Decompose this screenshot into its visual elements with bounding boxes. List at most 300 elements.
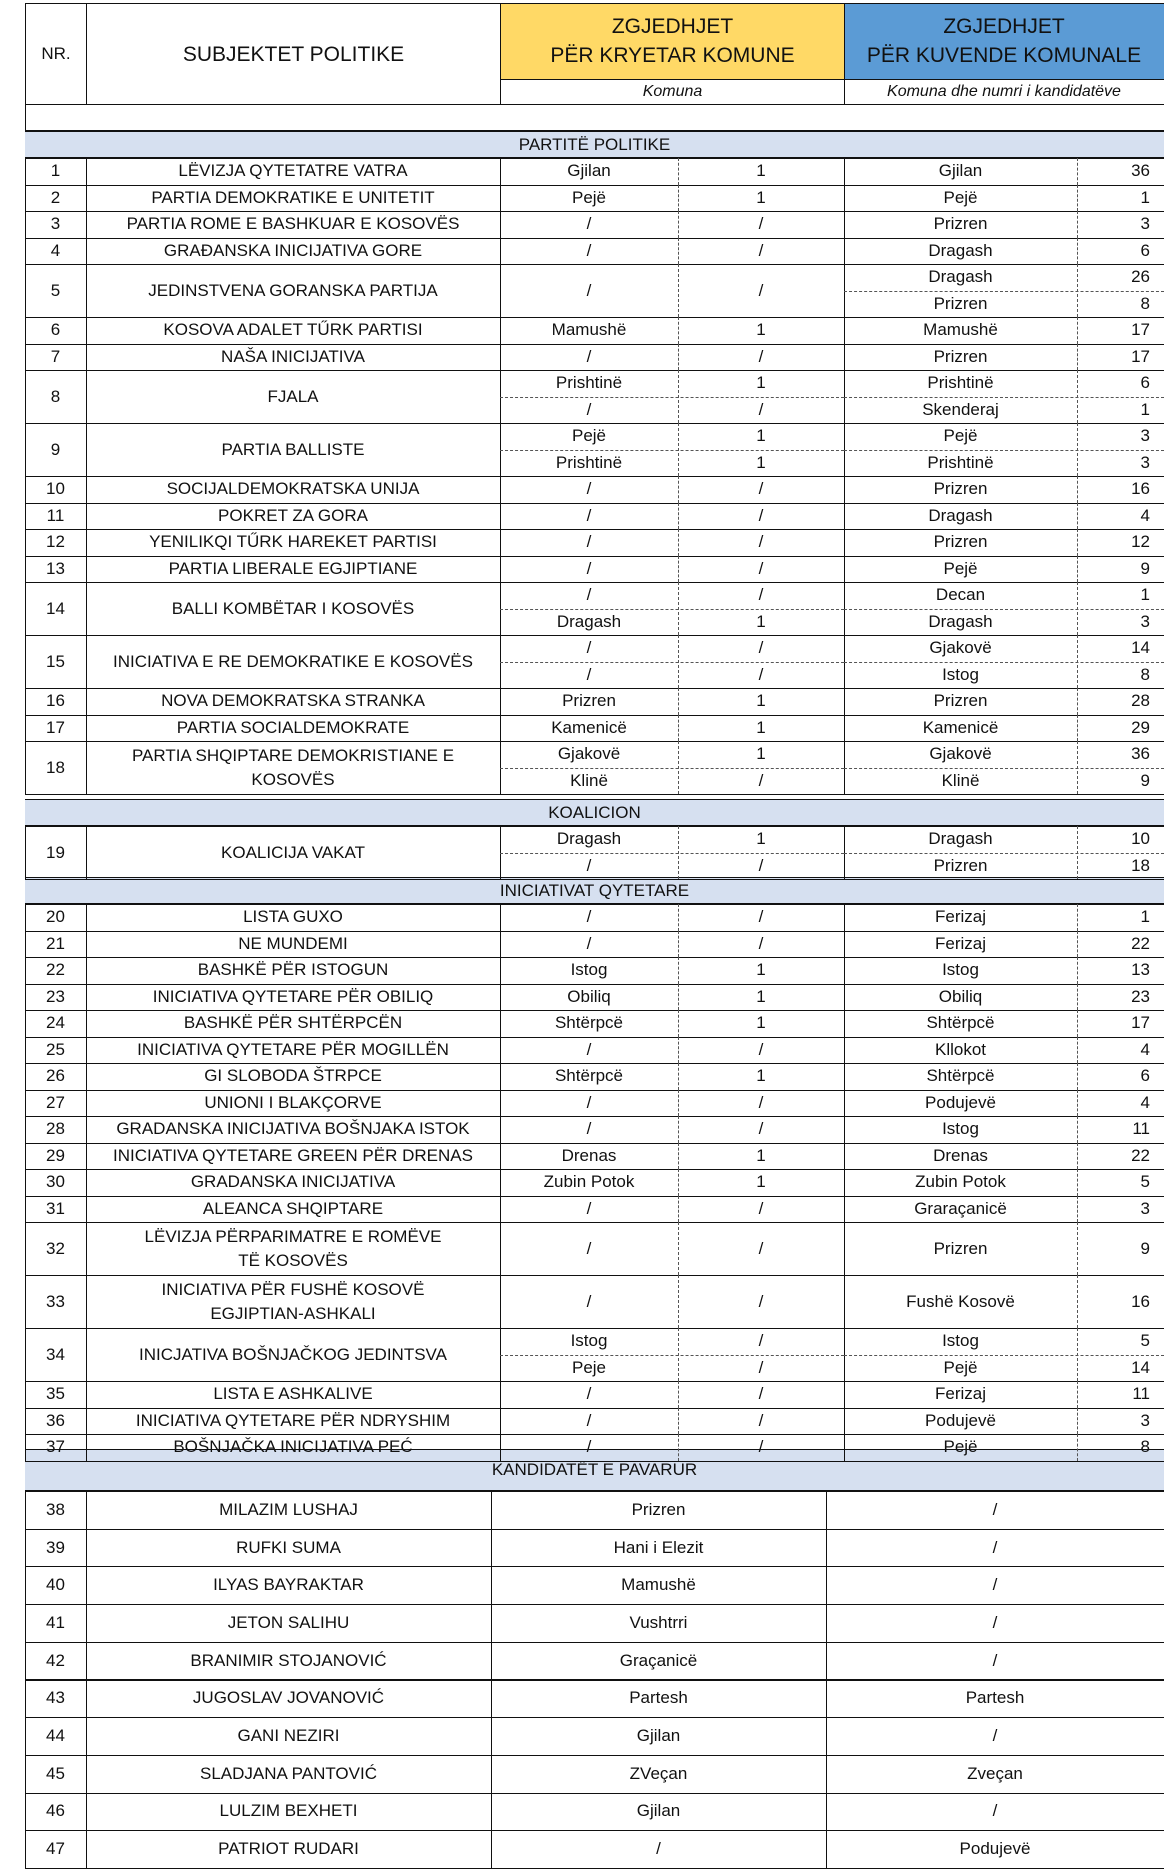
- mayor-count: /: [758, 532, 764, 552]
- subject-name: LËVIZJA QYTETATRE VATRA: [178, 161, 408, 181]
- mayor-municipality: /: [586, 1198, 592, 1218]
- assembly-count: 18: [1131, 855, 1150, 875]
- subject-name: SOCIJALDEMOKRATSKA UNIJA: [166, 479, 420, 499]
- subject-name-line1: PARTIA SHQIPTARE DEMOKRISTIANE E: [131, 745, 455, 765]
- sub-divider-mayor: [500, 662, 844, 663]
- header-assembly-line1: ZGJEDHJET: [943, 15, 1065, 38]
- row-number: 29: [46, 1145, 65, 1165]
- subject-name: KOSOVA ADALET TŰRK PARTISI: [163, 320, 423, 340]
- sub-divider-assembly: [844, 768, 1164, 769]
- mayor-count: /: [758, 638, 764, 658]
- assembly-count: 16: [1131, 479, 1150, 499]
- independent-assembly-municipality: Zveçan: [967, 1763, 1023, 1783]
- assembly-municipality: Podujevë: [925, 1410, 996, 1430]
- subject-name: BALLI KOMBËTAR I KOSOVËS: [171, 598, 415, 618]
- mayor-count: /: [758, 280, 764, 300]
- row-number: 23: [46, 986, 65, 1006]
- row-number: 35: [46, 1384, 65, 1404]
- independent-name: SLADJANA PANTOVIĆ: [200, 1763, 377, 1783]
- independent-name: JUGOSLAV JOVANOVIĆ: [192, 1688, 385, 1708]
- assembly-municipality: Dragash: [928, 267, 993, 287]
- mayor-municipality: /: [586, 1291, 592, 1311]
- mayor-municipality: Shtërpcë: [554, 1013, 624, 1033]
- independent-number: 46: [46, 1801, 65, 1821]
- row-number: 6: [50, 320, 61, 340]
- assembly-municipality: Istog: [942, 664, 979, 684]
- assembly-municipality: Dragash: [928, 611, 993, 631]
- independent-number: 45: [46, 1763, 65, 1783]
- row-number: 8: [50, 386, 61, 406]
- independent-mayor-municipality: Hani i Elezit: [613, 1537, 704, 1557]
- mayor-count: 1: [756, 1066, 766, 1086]
- mayor-count: /: [758, 1357, 764, 1377]
- subject-name: BOŠNJAČKA INICIJATIVA PEĆ: [173, 1437, 413, 1457]
- assembly-municipality: Mamushë: [923, 320, 998, 340]
- assembly-count: 10: [1131, 829, 1150, 849]
- subject-name: JEDINSTVENA GORANSKA PARTIJA: [148, 280, 438, 300]
- assembly-count: 26: [1131, 267, 1150, 287]
- mayor-count: 1: [756, 373, 766, 393]
- assembly-municipality: Istog: [942, 960, 979, 980]
- header-mayor-line1: ZGJEDHJET: [611, 15, 734, 38]
- assembly-count: 9: [1140, 1238, 1150, 1258]
- assembly-count: 22: [1131, 933, 1150, 953]
- mayor-count: 1: [756, 161, 766, 181]
- independent-mayor-municipality: Partesh: [629, 1688, 688, 1708]
- independent-mayor-municipality: Mamushë: [621, 1575, 696, 1595]
- subject-name: INICJATIVA BOŠNJAČKOG JEDINTSVA: [139, 1344, 447, 1364]
- mayor-municipality: Obiliq: [567, 986, 611, 1006]
- independent-mayor-municipality: /: [656, 1839, 661, 1859]
- mayor-count: 1: [756, 744, 766, 764]
- assembly-count: 6: [1140, 1066, 1150, 1086]
- independent-number: 42: [46, 1650, 65, 1670]
- assembly-count: 36: [1131, 161, 1150, 181]
- assembly-count: 4: [1140, 505, 1150, 525]
- mayor-municipality: Istog: [570, 960, 608, 980]
- assembly-municipality: Skenderaj: [922, 399, 999, 419]
- mayor-count: /: [758, 1198, 764, 1218]
- sub-divider-assembly: [844, 853, 1164, 854]
- assembly-municipality: Gjakovë: [929, 638, 992, 658]
- independent-number: 43: [46, 1688, 65, 1708]
- row-number: 33: [46, 1291, 65, 1311]
- mayor-count: 1: [756, 1145, 766, 1165]
- subject-name: INICIATIVA QYTETARE PËR OBILIQ: [152, 986, 434, 1006]
- row-number: 3: [50, 214, 61, 234]
- mayor-count: /: [758, 1238, 764, 1258]
- assembly-municipality: Gjakovë: [929, 744, 992, 764]
- independent-assembly-municipality: Podujevë: [959, 1839, 1031, 1859]
- mayor-municipality: Istog: [570, 1331, 608, 1351]
- row-number: 36: [46, 1410, 65, 1430]
- sub-divider-assembly: [844, 609, 1164, 610]
- independent-name: LULZIM BEXHETI: [219, 1801, 358, 1821]
- independent-name: MILAZIM LUSHAJ: [219, 1499, 358, 1519]
- assembly-municipality: Ferizaj: [934, 907, 986, 927]
- mayor-municipality: Gjakovë: [557, 744, 621, 764]
- subject-name: PARTIA SOCIALDEMOKRATE: [176, 717, 410, 737]
- row-number: 10: [46, 479, 65, 499]
- row-number: 18: [46, 757, 65, 777]
- mayor-count: 1: [756, 717, 766, 737]
- mayor-count: 1: [756, 986, 766, 1006]
- row-number: 21: [46, 933, 65, 953]
- subject-name: INICIATIVA QYTETARE GREEN PËR DRENAS: [113, 1145, 473, 1165]
- mayor-municipality: Shtërpcë: [554, 1066, 624, 1086]
- mayor-count: 1: [756, 960, 766, 980]
- row-number: 28: [46, 1119, 65, 1139]
- assembly-count: 28: [1131, 691, 1150, 711]
- row-number: 7: [50, 346, 61, 366]
- mayor-count: /: [758, 479, 764, 499]
- assembly-municipality: Pejë: [943, 558, 978, 578]
- header-assembly-line2: PËR KUVENDE KOMUNALE: [866, 44, 1142, 67]
- subject-name: GRAĐANSKA INICIJATIVA GORE: [163, 240, 423, 260]
- sub-divider-mayor: [500, 768, 844, 769]
- subject-name: NOVA DEMOKRATSKA STRANKA: [161, 691, 425, 711]
- mayor-count: 1: [756, 611, 766, 631]
- mayor-count: /: [758, 770, 764, 790]
- assembly-municipality: Prizren: [933, 532, 988, 552]
- row-number: 16: [46, 691, 65, 711]
- independent-name: PATRIOT RUDARI: [218, 1839, 359, 1859]
- assembly-municipality: Prizren: [933, 293, 988, 313]
- assembly-municipality: Prizren: [933, 346, 988, 366]
- subject-name: INICIATIVA QYTETARE PËR NDRYSHIM: [135, 1410, 451, 1430]
- independent-number: 47: [46, 1839, 65, 1859]
- assembly-count: 17: [1131, 346, 1150, 366]
- mayor-municipality: /: [586, 240, 592, 260]
- mayor-municipality: /: [586, 1119, 592, 1139]
- mayor-municipality: /: [586, 664, 592, 684]
- assembly-count: 3: [1140, 611, 1150, 631]
- independent-name: JETON SALIHU: [227, 1612, 350, 1632]
- header-nr: NR.: [41, 44, 71, 63]
- mayor-count: /: [758, 664, 764, 684]
- assembly-municipality: Ferizaj: [934, 1384, 986, 1404]
- independent-mayor-municipality: Graçanicë: [619, 1650, 698, 1670]
- section-coalition: [25, 799, 1164, 826]
- subject-name-line1: INICIATIVA PËR FUSHË KOSOVË: [161, 1279, 425, 1299]
- assembly-count: 1: [1140, 399, 1150, 419]
- mayor-count: /: [758, 558, 764, 578]
- mayor-municipality: /: [586, 1092, 592, 1112]
- assembly-count: 3: [1140, 452, 1150, 472]
- assembly-municipality: Ferizaj: [934, 933, 986, 953]
- assembly-municipality: Pejë: [943, 426, 978, 446]
- assembly-municipality: Prizren: [933, 214, 988, 234]
- mayor-count: /: [758, 1039, 764, 1059]
- subject-name: LISTA E ASHKALIVE: [213, 1384, 373, 1404]
- row-number: 34: [46, 1344, 65, 1364]
- row-number: 37: [46, 1437, 65, 1457]
- row-number: 13: [46, 558, 65, 578]
- assembly-count: 1: [1140, 187, 1150, 207]
- assembly-count: 6: [1140, 373, 1150, 393]
- mayor-count: /: [758, 346, 764, 366]
- mayor-municipality: /: [586, 558, 592, 578]
- assembly-count: 9: [1140, 558, 1150, 578]
- row-number: 27: [46, 1092, 65, 1112]
- row-number: 25: [46, 1039, 65, 1059]
- assembly-municipality: Graraçanicë: [914, 1198, 1007, 1218]
- mayor-municipality: /: [586, 585, 592, 605]
- subject-name: UNIONI I BLAKÇORVE: [204, 1092, 382, 1112]
- subject-name: PARTIA DEMOKRATIKE E UNITETIT: [151, 187, 435, 207]
- section-parties: [25, 131, 1164, 158]
- sub-divider-mayor: [500, 450, 844, 451]
- mayor-municipality: Gjilan: [567, 161, 611, 181]
- row-number: 22: [46, 960, 65, 980]
- subject-name: ALEANCA SHQIPTARE: [202, 1198, 384, 1218]
- mayor-count: 1: [756, 426, 766, 446]
- row-number: 17: [46, 717, 65, 737]
- section-independents-label: KANDIDATËT E PAVARUR: [491, 1460, 698, 1479]
- assembly-count: 3: [1140, 1198, 1150, 1218]
- mayor-municipality: Pejë: [571, 426, 607, 446]
- assembly-count: 17: [1131, 320, 1150, 340]
- independent-assembly-municipality: /: [992, 1801, 998, 1821]
- subject-name: BASHKË PËR SHTËRPCËN: [183, 1013, 403, 1033]
- mayor-municipality: /: [586, 399, 592, 419]
- mayor-municipality: /: [586, 346, 592, 366]
- assembly-count: 11: [1132, 1384, 1150, 1404]
- row-number: 12: [46, 532, 65, 552]
- mayor-municipality: Dragash: [556, 829, 622, 849]
- mayor-count: 1: [756, 187, 766, 207]
- mayor-count: /: [758, 1410, 764, 1430]
- subject-name: GRADANSKA INICIJATIVA BOŠNJAKA ISTOK: [116, 1119, 470, 1139]
- sub-divider-mayor: [500, 1355, 844, 1356]
- mayor-municipality: Klinë: [570, 770, 608, 790]
- independent-assembly-municipality: /: [992, 1650, 998, 1670]
- subject-name: BASHKË PËR ISTOGUN: [197, 960, 389, 980]
- assembly-municipality: Shtërpcë: [926, 1013, 995, 1033]
- assembly-municipality: Pejë: [943, 1357, 978, 1377]
- assembly-count: 8: [1140, 293, 1150, 313]
- assembly-municipality: Fushë Kosovë: [906, 1291, 1015, 1311]
- sub-divider-assembly: [844, 450, 1164, 451]
- mayor-count: /: [758, 933, 764, 953]
- mayor-count: /: [758, 1437, 764, 1457]
- row-number: 14: [46, 598, 65, 618]
- mayor-count: 1: [756, 1172, 766, 1192]
- assembly-count: 8: [1140, 664, 1150, 684]
- row-number: 4: [50, 240, 61, 260]
- assembly-municipality: Pejë: [943, 187, 978, 207]
- independent-assembly-municipality: /: [992, 1537, 998, 1557]
- mayor-municipality: Prizren: [562, 691, 616, 711]
- row-number: 31: [46, 1198, 65, 1218]
- assembly-count: 9: [1140, 770, 1150, 790]
- independent-number: 44: [46, 1726, 65, 1746]
- mayor-count: /: [758, 907, 764, 927]
- independent-assembly-municipality: Partesh: [965, 1688, 1025, 1708]
- row-number: 19: [46, 842, 65, 862]
- assembly-municipality: Dragash: [928, 829, 993, 849]
- assembly-municipality: Istog: [942, 1119, 979, 1139]
- assembly-municipality: Klinë: [941, 770, 980, 790]
- mayor-count: /: [758, 1384, 764, 1404]
- assembly-municipality: Dragash: [928, 240, 993, 260]
- sub-divider-assembly: [844, 397, 1164, 398]
- mayor-count: /: [758, 585, 764, 605]
- mayor-count: 1: [756, 320, 766, 340]
- independent-name: RUFKI SUMA: [236, 1537, 341, 1557]
- mayor-count: /: [758, 1331, 764, 1351]
- assembly-count: 4: [1140, 1092, 1150, 1112]
- independent-assembly-municipality: /: [992, 1499, 998, 1519]
- mayor-count: /: [758, 505, 764, 525]
- mayor-count: 1: [756, 829, 766, 849]
- independent-number: 40: [46, 1575, 65, 1595]
- assembly-count: 14: [1131, 1357, 1150, 1377]
- mayor-count: 1: [756, 452, 766, 472]
- assembly-municipality: Pejë: [943, 1437, 978, 1457]
- subject-name: INICIATIVA QYTETARE PËR MOGILLËN: [137, 1039, 449, 1059]
- mayor-count: /: [758, 1119, 764, 1139]
- row-number: 1: [50, 161, 61, 181]
- row-number: 26: [46, 1066, 65, 1086]
- section-coalition-label: KOALICION: [548, 803, 641, 822]
- assembly-count: 23: [1131, 986, 1150, 1006]
- mayor-municipality: Zubin Potok: [543, 1172, 635, 1192]
- assembly-municipality: Prizren: [933, 479, 988, 499]
- independent-name: GANI NEZIRI: [237, 1726, 340, 1746]
- mayor-municipality: /: [586, 1039, 592, 1059]
- section-initiatives: [25, 877, 1164, 904]
- assembly-count: 29: [1131, 717, 1150, 737]
- header-subjects: SUBJEKTET POLITIKE: [182, 43, 405, 66]
- assembly-municipality: Shtërpcë: [926, 1066, 995, 1086]
- assembly-count: 6: [1140, 240, 1150, 260]
- row-number: 15: [46, 651, 65, 671]
- sub-divider-mayor: [500, 397, 844, 398]
- mayor-municipality: Pejë: [571, 187, 607, 207]
- independent-name: ILYAS BAYRAKTAR: [213, 1575, 364, 1595]
- mayor-municipality: /: [586, 214, 592, 234]
- subject-name: NE MUNDEMI: [238, 933, 348, 953]
- assembly-count: 4: [1140, 1039, 1150, 1059]
- assembly-municipality: Prizren: [933, 1238, 988, 1258]
- independent-name: BRANIMIR STOJANOVIĆ: [190, 1650, 387, 1670]
- assembly-municipality: Podujevë: [925, 1092, 996, 1112]
- mayor-municipality: Dragash: [556, 611, 622, 631]
- mayor-count: /: [758, 240, 764, 260]
- independent-mayor-municipality: Gjilan: [636, 1726, 681, 1746]
- subject-name: POKRET ZA GORA: [218, 505, 368, 525]
- sub-divider-assembly: [844, 1355, 1164, 1356]
- assembly-count: 3: [1140, 1410, 1150, 1430]
- assembly-count: 17: [1131, 1013, 1150, 1033]
- independent-number: 39: [46, 1537, 65, 1557]
- header-mayor-line2: PËR KRYETAR KOMUNE: [550, 44, 795, 67]
- assembly-municipality: Drenas: [933, 1145, 988, 1165]
- mayor-municipality: /: [586, 855, 592, 875]
- assembly-count: 13: [1131, 960, 1150, 980]
- independent-number: 38: [46, 1499, 65, 1519]
- assembly-municipality: Dragash: [928, 505, 993, 525]
- mayor-count: 1: [756, 1013, 766, 1033]
- mayor-municipality: /: [586, 1384, 592, 1404]
- sub-divider-assembly: [844, 291, 1164, 292]
- subject-name: LISTA GUXO: [243, 907, 343, 927]
- mayor-municipality: /: [586, 479, 592, 499]
- independent-assembly-municipality: /: [992, 1726, 998, 1746]
- assembly-count: 12: [1131, 532, 1150, 552]
- assembly-municipality: Prizren: [933, 855, 988, 875]
- subject-name-line2: EGJIPTIAN-ASHKALI: [210, 1303, 376, 1323]
- assembly-municipality: Kllokot: [934, 1039, 987, 1059]
- assembly-municipality: Prishtinë: [927, 373, 994, 393]
- assembly-municipality: Prizren: [933, 691, 988, 711]
- mayor-count: /: [758, 1092, 764, 1112]
- independent-assembly-municipality: /: [992, 1575, 998, 1595]
- mayor-count: /: [758, 399, 764, 419]
- mayor-municipality: /: [586, 280, 592, 300]
- mayor-municipality: Mamushë: [551, 320, 627, 340]
- assembly-count: 1: [1140, 907, 1150, 927]
- mayor-municipality: Prishtinë: [555, 373, 623, 393]
- mayor-municipality: /: [586, 638, 592, 658]
- independent-mayor-municipality: Prizren: [631, 1499, 686, 1519]
- independent-mayor-municipality: Vushtrri: [629, 1612, 688, 1632]
- row-number: 20: [46, 907, 65, 927]
- section-parties-label: PARTITË POLITIKE: [518, 135, 671, 154]
- assembly-municipality: Istog: [942, 1331, 979, 1351]
- assembly-count: 1: [1140, 585, 1150, 605]
- row-number: 11: [46, 505, 65, 525]
- mayor-municipality: Kamenicë: [551, 717, 627, 737]
- mayor-municipality: /: [586, 1410, 592, 1430]
- assembly-municipality: Kamenicë: [922, 717, 999, 737]
- mayor-count: /: [758, 1291, 764, 1311]
- assembly-count: 3: [1140, 214, 1150, 234]
- assembly-municipality: Gjilan: [938, 161, 983, 181]
- row-number: 9: [50, 439, 61, 459]
- row-number: 30: [46, 1172, 65, 1192]
- section-initiatives-label: INICIATIVAT QYTETARE: [499, 881, 690, 900]
- assembly-count: 14: [1131, 638, 1150, 658]
- assembly-count: 3: [1140, 426, 1150, 446]
- independent-mayor-municipality: Gjilan: [636, 1801, 681, 1821]
- assembly-count: 11: [1132, 1119, 1150, 1139]
- subject-name: GRADANSKA INICIJATIVA: [190, 1172, 396, 1192]
- header-assembly-sub: Komuna dhe numri i kandidatëve: [887, 83, 1121, 100]
- independent-assembly-municipality: /: [992, 1612, 998, 1632]
- mayor-count: /: [758, 214, 764, 234]
- mayor-municipality: /: [586, 933, 592, 953]
- mayor-municipality: /: [586, 532, 592, 552]
- assembly-count: 36: [1131, 744, 1150, 764]
- independent-mayor-municipality: ZVeçan: [629, 1763, 688, 1783]
- mayor-municipality: /: [586, 1437, 592, 1457]
- assembly-municipality: Zubin Potok: [915, 1172, 1006, 1192]
- mayor-municipality: Peje: [571, 1357, 607, 1377]
- assembly-municipality: Decan: [935, 585, 986, 605]
- sub-divider-assembly: [844, 662, 1164, 663]
- assembly-count: 16: [1131, 1291, 1150, 1311]
- subject-name-line1: LËVIZJA PËRPARIMATRE E ROMËVE: [144, 1226, 442, 1246]
- subject-name: NAŠA INICIJATIVA: [221, 346, 365, 366]
- assembly-count: 5: [1140, 1331, 1150, 1351]
- subject-name: GI SLOBODA ŠTRPCE: [204, 1066, 382, 1086]
- mayor-count: /: [758, 855, 764, 875]
- subject-name-line2: KOSOVËS: [251, 769, 335, 789]
- mayor-municipality: Prishtinë: [555, 452, 623, 472]
- mayor-municipality: /: [586, 505, 592, 525]
